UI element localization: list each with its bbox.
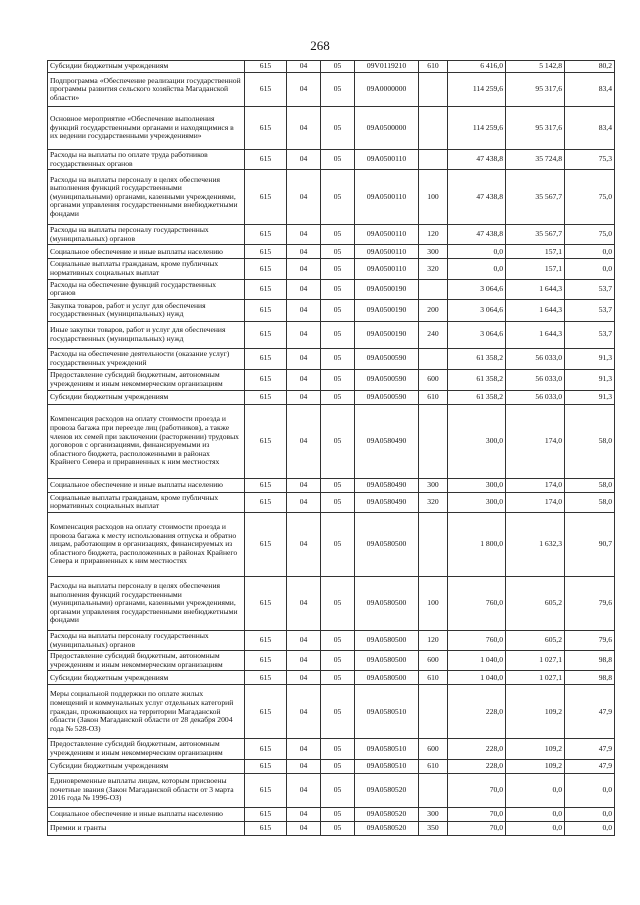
row-section: 04 — [287, 807, 321, 821]
row-subsection: 05 — [321, 225, 355, 245]
row-name: Компенсация расходов на оплату стоимости проезда и провоза багажа к месту использования отпуска и обратно лицам, работающим в организациях, финансируемых из областного бюджета, расположенных в районах Крайнего Севера и приравненных к ним местностях — [48, 512, 245, 576]
table-row — [48, 685, 615, 739]
table-row — [48, 671, 615, 685]
row-expense-type — [419, 404, 448, 478]
table-row — [48, 478, 615, 492]
row-expense-type — [419, 512, 448, 576]
row-planned: 61 358,2 — [448, 369, 506, 390]
row-percent: 91,3 — [565, 348, 615, 369]
row-expense-type: 600 — [419, 651, 448, 671]
row-grbs: 615 — [245, 478, 287, 492]
row-percent: 0,0 — [565, 821, 615, 835]
row-planned: 228,0 — [448, 759, 506, 773]
row-target-article: 09А0500590 — [355, 369, 419, 390]
row-name: Основное мероприятие «Обеспечение выполнения функций государственными органами и находящимися в их ведении государственными учреждениями» — [48, 107, 245, 150]
row-expense-type: 350 — [419, 821, 448, 835]
row-target-article: 09А0580510 — [355, 759, 419, 773]
row-name: Единовременные выплаты лицам, которым присвоены почетные звания (Закон Магаданской области от 3 марта 2016 года № 1996-ОЗ) — [48, 773, 245, 807]
row-name: Иные закупки товаров, работ и услуг для обеспечения государственных (муниципальных) нужд — [48, 321, 245, 348]
row-section: 04 — [287, 107, 321, 150]
row-executed: 157,1 — [506, 245, 565, 259]
row-percent: 98,8 — [565, 671, 615, 685]
row-planned: 0,0 — [448, 245, 506, 259]
row-executed: 157,1 — [506, 259, 565, 279]
row-percent: 0,0 — [565, 245, 615, 259]
row-name: Расходы на обеспечение функций государственных органов — [48, 279, 245, 299]
row-executed: 35 724,8 — [506, 150, 565, 170]
row-planned: 300,0 — [448, 492, 506, 512]
row-expense-type: 300 — [419, 478, 448, 492]
row-planned: 228,0 — [448, 685, 506, 739]
table-row — [48, 369, 615, 390]
row-percent: 47,9 — [565, 739, 615, 759]
row-target-article: 09А0500110 — [355, 150, 419, 170]
row-planned: 1 800,0 — [448, 512, 506, 576]
row-percent: 83,4 — [565, 73, 615, 107]
row-name: Социальные выплаты гражданам, кроме публичных нормативных социальных выплат — [48, 259, 245, 279]
row-grbs: 615 — [245, 259, 287, 279]
table-row — [48, 170, 615, 225]
row-name: Субсидии бюджетным учреждениям — [48, 759, 245, 773]
row-executed: 1 632,3 — [506, 512, 565, 576]
row-grbs: 615 — [245, 773, 287, 807]
row-target-article: 09А0500110 — [355, 170, 419, 225]
row-planned: 300,0 — [448, 478, 506, 492]
row-subsection: 05 — [321, 759, 355, 773]
row-planned: 70,0 — [448, 773, 506, 807]
row-grbs: 615 — [245, 279, 287, 299]
row-planned: 228,0 — [448, 739, 506, 759]
row-target-article: 09А0580520 — [355, 821, 419, 835]
row-grbs: 615 — [245, 576, 287, 630]
row-name: Предоставление субсидий бюджетным, автономным учреждениям и иным некоммерческим организациям — [48, 651, 245, 671]
row-section: 04 — [287, 651, 321, 671]
row-grbs: 615 — [245, 671, 287, 685]
row-name: Предоставление субсидий бюджетным, автономным учреждениям и иным некоммерческим организациям — [48, 739, 245, 759]
table-row — [48, 107, 615, 150]
row-target-article: 09А0580500 — [355, 651, 419, 671]
row-expense-type — [419, 279, 448, 299]
row-target-article: 09А0500190 — [355, 279, 419, 299]
row-target-article: 09А0000000 — [355, 73, 419, 107]
table-row — [48, 245, 615, 259]
row-subsection: 05 — [321, 245, 355, 259]
row-executed: 1 644,3 — [506, 299, 565, 321]
row-executed: 109,2 — [506, 685, 565, 739]
row-section: 04 — [287, 259, 321, 279]
row-planned: 1 040,0 — [448, 651, 506, 671]
row-subsection: 05 — [321, 512, 355, 576]
row-planned: 70,0 — [448, 821, 506, 835]
row-subsection: 05 — [321, 170, 355, 225]
row-name: Премии и гранты — [48, 821, 245, 835]
row-percent: 0,0 — [565, 259, 615, 279]
row-target-article: 09А0500000 — [355, 107, 419, 150]
row-percent: 53,7 — [565, 279, 615, 299]
row-name: Подпрограмма «Обеспечение реализации государственной программы развития сельского хозяйства Магаданской области» — [48, 73, 245, 107]
row-executed: 35 567,7 — [506, 225, 565, 245]
row-section: 04 — [287, 299, 321, 321]
row-section: 04 — [287, 685, 321, 739]
table-row — [48, 390, 615, 404]
row-name: Субсидии бюджетным учреждениям — [48, 390, 245, 404]
row-percent: 58,0 — [565, 478, 615, 492]
row-name: Расходы на выплаты персоналу государственных (муниципальных) органов — [48, 630, 245, 650]
row-target-article: 09А0500110 — [355, 245, 419, 259]
row-subsection: 05 — [321, 671, 355, 685]
row-subsection: 05 — [321, 279, 355, 299]
row-target-article: 09А0580510 — [355, 739, 419, 759]
row-subsection: 05 — [321, 492, 355, 512]
table-row — [48, 807, 615, 821]
row-percent: 53,7 — [565, 299, 615, 321]
row-subsection: 05 — [321, 685, 355, 739]
row-grbs: 615 — [245, 630, 287, 650]
row-name: Меры социальной поддержки по оплате жилых помещений и коммунальных услуг отдельных категорий граждан, проживающих на территории Магаданской области (Закон Магаданской области от 28 декабря 2004 года № 528-ОЗ) — [48, 685, 245, 739]
row-executed: 0,0 — [506, 773, 565, 807]
row-section: 04 — [287, 73, 321, 107]
row-percent: 80,2 — [565, 61, 615, 73]
row-grbs: 615 — [245, 150, 287, 170]
row-target-article: 09А0580490 — [355, 492, 419, 512]
row-expense-type: 610 — [419, 61, 448, 73]
row-planned: 47 438,8 — [448, 170, 506, 225]
row-executed: 605,2 — [506, 576, 565, 630]
row-section: 04 — [287, 739, 321, 759]
row-percent: 98,8 — [565, 651, 615, 671]
row-grbs: 615 — [245, 651, 287, 671]
row-planned: 114 259,6 — [448, 107, 506, 150]
row-target-article: 09А0580510 — [355, 685, 419, 739]
row-subsection: 05 — [321, 73, 355, 107]
row-expense-type — [419, 348, 448, 369]
row-expense-type — [419, 773, 448, 807]
row-percent: 83,4 — [565, 107, 615, 150]
row-percent: 47,9 — [565, 685, 615, 739]
row-grbs: 615 — [245, 225, 287, 245]
row-planned: 6 416,0 — [448, 61, 506, 73]
page-number: 268 — [310, 38, 330, 53]
row-subsection: 05 — [321, 404, 355, 478]
row-percent: 79,6 — [565, 576, 615, 630]
row-subsection: 05 — [321, 369, 355, 390]
row-subsection: 05 — [321, 576, 355, 630]
row-grbs: 615 — [245, 299, 287, 321]
row-section: 04 — [287, 279, 321, 299]
row-name: Компенсация расходов на оплату стоимости проезда и провоза багажа при переезде лиц (работников), а также членов их семей при заключении (расторжении) трудовых договоров с организациями, финансируемыми из областного бюджета, расположенными в районах Крайнего Севера и приравненных к ним местностях — [48, 404, 245, 478]
row-expense-type: 610 — [419, 671, 448, 685]
table-row — [48, 150, 615, 170]
row-expense-type — [419, 685, 448, 739]
row-section: 04 — [287, 61, 321, 73]
row-percent: 53,7 — [565, 321, 615, 348]
row-target-article: 09А0500190 — [355, 321, 419, 348]
row-executed: 1 027,1 — [506, 671, 565, 685]
row-section: 04 — [287, 404, 321, 478]
row-section: 04 — [287, 478, 321, 492]
row-planned: 47 438,8 — [448, 225, 506, 245]
budget-table — [47, 60, 615, 836]
row-expense-type: 300 — [419, 807, 448, 821]
row-subsection: 05 — [321, 651, 355, 671]
row-grbs: 615 — [245, 759, 287, 773]
row-name: Расходы на обеспечение деятельности (оказание услуг) государственных учреждений — [48, 348, 245, 369]
row-section: 04 — [287, 369, 321, 390]
row-section: 04 — [287, 630, 321, 650]
row-percent: 75,0 — [565, 170, 615, 225]
row-grbs: 615 — [245, 739, 287, 759]
table-row — [48, 73, 615, 107]
row-planned: 70,0 — [448, 807, 506, 821]
table-row — [48, 225, 615, 245]
row-percent: 75,3 — [565, 150, 615, 170]
row-executed: 1 644,3 — [506, 321, 565, 348]
row-target-article: 09А0500110 — [355, 225, 419, 245]
row-subsection: 05 — [321, 107, 355, 150]
row-subsection: 05 — [321, 321, 355, 348]
row-percent: 58,0 — [565, 404, 615, 478]
table-row — [48, 512, 615, 576]
row-section: 04 — [287, 821, 321, 835]
table-row — [48, 821, 615, 835]
row-planned: 1 040,0 — [448, 671, 506, 685]
row-target-article: 09А0580520 — [355, 807, 419, 821]
row-percent: 47,9 — [565, 759, 615, 773]
row-grbs: 615 — [245, 348, 287, 369]
row-expense-type: 240 — [419, 321, 448, 348]
table-row — [48, 739, 615, 759]
row-name: Социальные выплаты гражданам, кроме публичных нормативных социальных выплат — [48, 492, 245, 512]
row-section: 04 — [287, 576, 321, 630]
row-expense-type: 600 — [419, 369, 448, 390]
row-name: Расходы на выплаты персоналу государственных (муниципальных) органов — [48, 225, 245, 245]
row-grbs: 615 — [245, 807, 287, 821]
row-section: 04 — [287, 671, 321, 685]
row-subsection: 05 — [321, 773, 355, 807]
row-target-article: 09А0580490 — [355, 404, 419, 478]
row-grbs: 615 — [245, 821, 287, 835]
table-row — [48, 299, 615, 321]
row-executed: 1 644,3 — [506, 279, 565, 299]
row-planned: 300,0 — [448, 404, 506, 478]
row-section: 04 — [287, 512, 321, 576]
row-section: 04 — [287, 492, 321, 512]
row-executed: 1 027,1 — [506, 651, 565, 671]
row-planned: 760,0 — [448, 576, 506, 630]
table-row — [48, 61, 615, 73]
row-expense-type: 100 — [419, 576, 448, 630]
table-row — [48, 348, 615, 369]
row-subsection: 05 — [321, 150, 355, 170]
row-executed: 174,0 — [506, 404, 565, 478]
row-expense-type — [419, 150, 448, 170]
row-section: 04 — [287, 321, 321, 348]
row-target-article: 09А0580490 — [355, 478, 419, 492]
row-executed: 109,2 — [506, 739, 565, 759]
row-executed: 109,2 — [506, 759, 565, 773]
table-row — [48, 630, 615, 650]
row-expense-type — [419, 73, 448, 107]
row-target-article: 09А0500590 — [355, 348, 419, 369]
row-name: Расходы на выплаты персоналу в целях обеспечения выполнения функций государственными (муниципальными) органами, казенными учреждениями, органами управления государственными внебюджетными фондами — [48, 576, 245, 630]
row-name: Социальное обеспечение и иные выплаты населению — [48, 478, 245, 492]
row-planned: 114 259,6 — [448, 73, 506, 107]
row-expense-type: 300 — [419, 245, 448, 259]
row-grbs: 615 — [245, 61, 287, 73]
row-name: Закупка товаров, работ и услуг для обеспечения государственных (муниципальных) нужд — [48, 299, 245, 321]
row-expense-type: 610 — [419, 759, 448, 773]
row-section: 04 — [287, 170, 321, 225]
row-expense-type: 600 — [419, 739, 448, 759]
row-subsection: 05 — [321, 478, 355, 492]
row-target-article: 09V0119210 — [355, 61, 419, 73]
row-executed: 56 033,0 — [506, 348, 565, 369]
row-percent: 90,7 — [565, 512, 615, 576]
row-target-article: 09А0580500 — [355, 630, 419, 650]
row-executed: 605,2 — [506, 630, 565, 650]
table-row — [48, 651, 615, 671]
row-expense-type: 320 — [419, 259, 448, 279]
row-section: 04 — [287, 759, 321, 773]
row-executed: 35 567,7 — [506, 170, 565, 225]
row-section: 04 — [287, 225, 321, 245]
row-expense-type: 200 — [419, 299, 448, 321]
row-section: 04 — [287, 773, 321, 807]
table-body — [48, 61, 615, 836]
row-percent: 75,0 — [565, 225, 615, 245]
row-subsection: 05 — [321, 348, 355, 369]
row-expense-type — [419, 107, 448, 150]
table-row — [48, 492, 615, 512]
row-name: Субсидии бюджетным учреждениям — [48, 671, 245, 685]
row-percent: 91,3 — [565, 390, 615, 404]
row-planned: 47 438,8 — [448, 150, 506, 170]
row-name: Расходы на выплаты персоналу в целях обеспечения выполнения функций государственными (муниципальными) органами, казенными учреждениями, органами управления государственными внебюджетными фондами — [48, 170, 245, 225]
row-target-article: 09А0500590 — [355, 390, 419, 404]
row-subsection: 05 — [321, 821, 355, 835]
row-executed: 0,0 — [506, 821, 565, 835]
row-section: 04 — [287, 245, 321, 259]
row-executed: 174,0 — [506, 492, 565, 512]
row-executed: 5 142,8 — [506, 61, 565, 73]
row-name: Субсидии бюджетным учреждениям — [48, 61, 245, 73]
row-expense-type: 100 — [419, 170, 448, 225]
row-target-article: 09А0580520 — [355, 773, 419, 807]
table-row — [48, 576, 615, 630]
row-grbs: 615 — [245, 321, 287, 348]
row-planned: 0,0 — [448, 259, 506, 279]
row-subsection: 05 — [321, 739, 355, 759]
row-expense-type: 120 — [419, 630, 448, 650]
row-expense-type: 120 — [419, 225, 448, 245]
row-grbs: 615 — [245, 404, 287, 478]
row-planned: 3 064,6 — [448, 299, 506, 321]
row-subsection: 05 — [321, 390, 355, 404]
row-executed: 95 317,6 — [506, 73, 565, 107]
table-row — [48, 404, 615, 478]
row-planned: 3 064,6 — [448, 321, 506, 348]
row-subsection: 05 — [321, 630, 355, 650]
row-grbs: 615 — [245, 73, 287, 107]
row-percent: 79,6 — [565, 630, 615, 650]
row-expense-type: 320 — [419, 492, 448, 512]
row-grbs: 615 — [245, 245, 287, 259]
row-grbs: 615 — [245, 107, 287, 150]
row-target-article: 09А0580500 — [355, 576, 419, 630]
row-executed: 56 033,0 — [506, 369, 565, 390]
row-target-article: 09А0580500 — [355, 671, 419, 685]
row-name: Социальное обеспечение и иные выплаты населению — [48, 245, 245, 259]
row-name: Расходы на выплаты по оплате труда работников государственных органов — [48, 150, 245, 170]
row-percent: 91,3 — [565, 369, 615, 390]
table-row — [48, 759, 615, 773]
table-row — [48, 259, 615, 279]
row-percent: 0,0 — [565, 773, 615, 807]
row-subsection: 05 — [321, 807, 355, 821]
row-target-article: 09А0500110 — [355, 259, 419, 279]
row-section: 04 — [287, 390, 321, 404]
row-executed: 174,0 — [506, 478, 565, 492]
table-row — [48, 279, 615, 299]
row-planned: 760,0 — [448, 630, 506, 650]
row-grbs: 615 — [245, 492, 287, 512]
row-name: Социальное обеспечение и иные выплаты населению — [48, 807, 245, 821]
row-planned: 3 064,6 — [448, 279, 506, 299]
row-grbs: 615 — [245, 390, 287, 404]
row-grbs: 615 — [245, 685, 287, 739]
table-row — [48, 773, 615, 807]
row-planned: 61 358,2 — [448, 348, 506, 369]
table-row — [48, 321, 615, 348]
row-planned: 61 358,2 — [448, 390, 506, 404]
row-percent: 0,0 — [565, 807, 615, 821]
row-subsection: 05 — [321, 299, 355, 321]
row-executed: 56 033,0 — [506, 390, 565, 404]
row-grbs: 615 — [245, 170, 287, 225]
row-percent: 58,0 — [565, 492, 615, 512]
row-grbs: 615 — [245, 369, 287, 390]
row-target-article: 09А0580500 — [355, 512, 419, 576]
row-target-article: 09А0500190 — [355, 299, 419, 321]
row-name: Предоставление субсидий бюджетным, автономным учреждениям и иным некоммерческим организациям — [48, 369, 245, 390]
row-grbs: 615 — [245, 512, 287, 576]
row-executed: 95 317,6 — [506, 107, 565, 150]
row-executed: 0,0 — [506, 807, 565, 821]
row-section: 04 — [287, 150, 321, 170]
row-section: 04 — [287, 348, 321, 369]
row-subsection: 05 — [321, 61, 355, 73]
row-expense-type: 610 — [419, 390, 448, 404]
row-subsection: 05 — [321, 259, 355, 279]
